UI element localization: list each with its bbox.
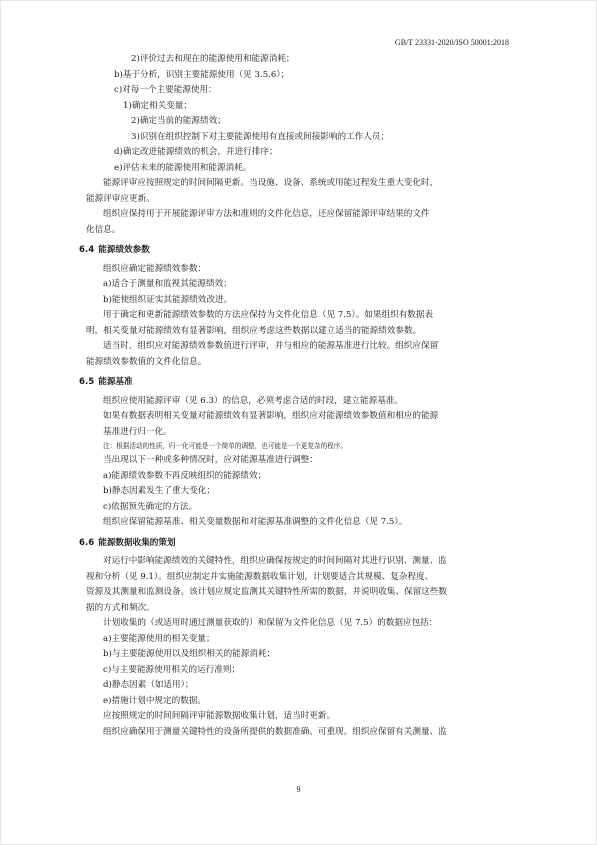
section-number: 6.4 (79, 245, 95, 255)
list-item: 2)确定当前的能源绩效； (131, 116, 226, 126)
paragraph-line: 对运行中影响能源绩效的关键特性，组织应确保按规定的时间间隔对其进行识别、测量、监 (103, 556, 447, 566)
standard-code-header: GB/T 23331-2020/ISO 50001:2018 (394, 38, 509, 47)
list-item: a)能源绩效参数不再反映组织的能源绩效； (103, 470, 267, 481)
section-title: 能源数据收集的策划 (98, 537, 176, 548)
list-item: b)与主要能源使用以及组织相关的能源消耗； (103, 649, 276, 659)
page-body (79, 52, 516, 740)
list-item: a)适合于测量和监视其能源绩效； (103, 279, 232, 289)
section-heading-6-4 (79, 243, 516, 259)
list-item: c)依据预先确定的方法。 (103, 501, 198, 512)
section-title: 能源绩效参数 (98, 245, 150, 255)
list-item: 2)评价过去和现在的能源使用和能源消耗； (131, 54, 295, 64)
section-heading-6-6 (79, 536, 516, 552)
list-item: e)措施计划中规定的数据。 (103, 695, 206, 706)
section-heading-6-5 (79, 375, 516, 391)
paragraph-line: 组织应使用能源评审（见 6.3）的信息，必须考虑合适的时段，建立能源基准。 (103, 395, 403, 406)
list-item: c)对每一个主要能源使用： (114, 85, 217, 95)
paragraph-line: 能源评审应更新。 (86, 193, 155, 204)
list-item: d)确定改进能源绩效的机会，并进行排序； (114, 147, 278, 157)
paragraph-line: 组织应保留能源基准、相关变量数据和对能源基准调整的文件化信息（见 7.5）。 (103, 517, 408, 527)
paragraph-line: 当出现以下一种或多种情况时，应对能源基准进行调整： (103, 455, 318, 465)
list-item: d)静态因素（如适用）； (103, 680, 194, 690)
list-item: b)基于分析，识别主要能源使用（见 3.5.6）； (114, 69, 290, 80)
paragraph-line: 资源及其测量和监测设备。该计划应规定监测其关键特性所需的数据，并说明收集、保留这些数 (86, 587, 447, 597)
paragraph-line: 化信息。 (86, 224, 121, 235)
paragraph-line: 能源绩效参数值的文件化信息。 (86, 356, 207, 367)
paragraph-line: 能源评审应按照规定的时间间隔更新。当设施、设备、系统或用能过程发生重大变化时， (103, 178, 439, 188)
paragraph-line: 计划收集的（或适用时通过测量获取的）和保留为文件化信息（见 7.5）的数据应包括： (103, 618, 438, 628)
paragraph-line: 用于确定和更新能源绩效参数的方法应保持为文件化信息（见 7.5）。如果组织有数据表 (103, 310, 434, 320)
list-item: 3)识别在组织控制下对主要能源使用有直接或间接影响的工作人员； (131, 131, 390, 142)
list-item: a)主要能源使用的相关变量； (103, 633, 215, 644)
list-item: e)评估未来的能源使用和能源消耗。 (114, 162, 252, 173)
section-title: 能源基准 (98, 377, 133, 387)
paragraph-line: 组织应保持用于开展能源评审方法和准则的文件化信息，还应保留能源评审结果的文件 (103, 209, 430, 219)
paragraph-line: 如果有数据表明相关变量对能源绩效有显著影响，组织应对能源绩效参数值和相应的能源 (103, 411, 439, 421)
paragraph-line: 明，相关变量对能源绩效有显著影响，组织应考虑这些数据以建立适当的能源绩效参数。 (86, 325, 422, 336)
paragraph-line: 应按照规定的时间间隔评审能源数据收集计划，适当时更新。 (103, 711, 336, 721)
page-number: 9 (296, 785, 301, 794)
paragraph-line: 组织应确保用于测量关键特性的设备所提供的数据准确、可重现。组织应保留有关测量、监 (103, 726, 447, 737)
list-item: b)静态因素发生了重大变化； (103, 486, 215, 496)
paragraph-line: 据的方式和频次。 (86, 602, 155, 613)
section-number: 6.6 (79, 537, 95, 548)
note-text: 注：根据活动的性质，归一化可能是一个简单的调整，也可能是一个更复杂的程序。 (103, 442, 347, 450)
paragraph-line: 视和分析（见 9.1）。组织应制定并实施能源数据收集计划，计划要适合其规模、复杂程度、 (86, 571, 434, 582)
list-item: 1)确定相关变量； (123, 100, 192, 111)
paragraph-line: 组织应确定能源绩效参数： (103, 263, 207, 274)
section-number: 6.5 (79, 377, 95, 387)
list-item: c)与主要能源使用相关的运行准则； (103, 664, 241, 675)
paragraph-line: 基准进行归一化。 (103, 426, 172, 437)
paragraph-line: 适当时，组织应对能源绩效参数值进行评审，并与相应的能源基准进行比较。组织应保留 (103, 341, 439, 351)
list-item: b)能使组织证实其能源绩效改进。 (103, 294, 233, 305)
